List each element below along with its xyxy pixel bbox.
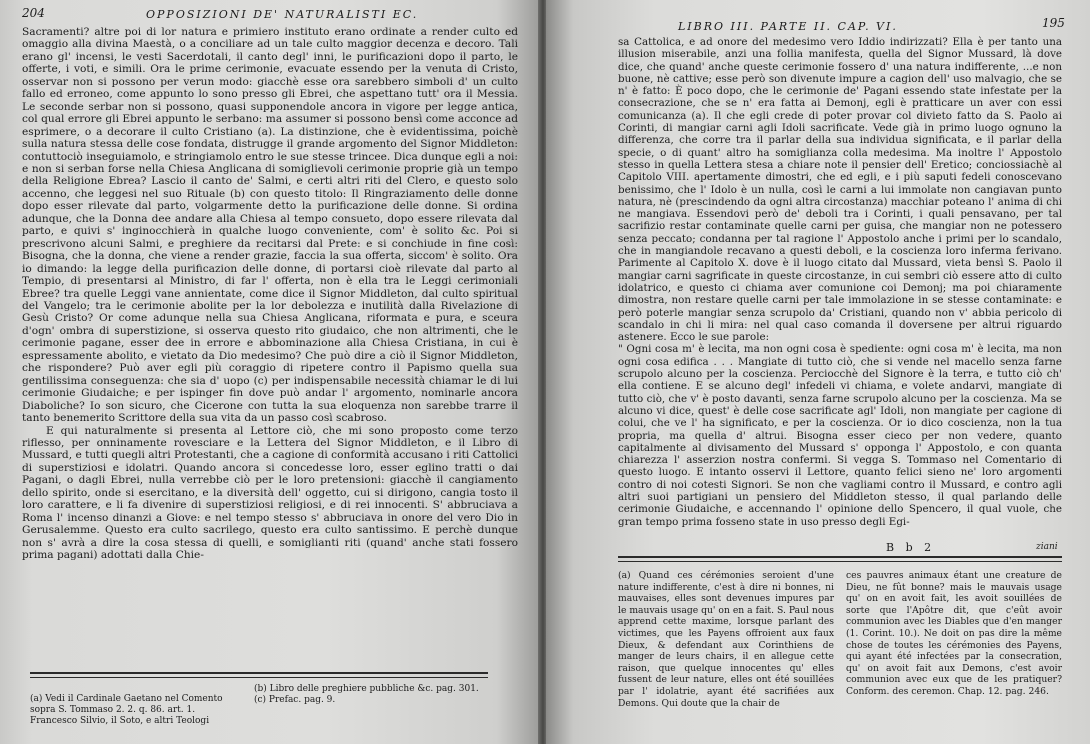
- left-body: [22, 26, 518, 561]
- right-footnote-rule: [618, 556, 1062, 558]
- left-footnotes-bc: [254, 684, 504, 706]
- left-paragraph-2: E qui naturalmente si presenta al Lettore ciò, che mi sono proposto come terzo riflesso, per onninamente rovesciare e la Lettera del Signor Middleton, e il Libro di Mussard, e tutti quegli altri Protestanti, che a cagione di conformità accusano i riti Cattolici di superstiziosi e idolatri. Quando ancora si concedesse loro, esser eglino tratti o dai Pagani, o dagli Ebrei, nulla verrebbe ciò per le loro pretensioni: giacchè il cangiamento dello spirito, onde si esercitano, e la diversità dell' oggetto, cui si dirigono, cangia tosto il loro carattere, e li fa divenire di superstiziosi religiosi, e di rei innocenti. S' abbruciava a Roma l' incenso dinanzi a Giove: e nel tempo stesso s' abbruciava in onore del vero Dio in Gerusalemme. Questo era culto sacrilego, questo era culto santissimo. E perchè dunque non s' avrà a dire la cosa stessa di quelli, e somiglianti riti (quand' anche stati fossero prima pagani) adottati dalla Chie-: [22, 424, 519, 562]
- left-footnote-rule: [30, 672, 488, 674]
- left-paragraph-1: Sacramenti? altre poi di lor natura e primiero instituto erano ordinate a render culto ed omaggio alla divina Maestà, o a conciliare ad un tale culto maggior decenza e decoro. Tali erano gl' incensi, le vesti Sacerdotali, il canto degl' inni, le purificazioni dopo il parto, le offerte, i voti, e simili. Ora le prime cerimonie, evacuate essendo per la venuta di Cristo, osservar non si possono per verun modo: giacchè esse ora sarebbero simboli d' un culto fallo ed erroneo, come appunto lo sono presso gli Ebrei, che aspettano tutt' ora il Messia. Le seconde serbar non si possono, quasi supponendole ancora in vigore per legge antica, col qual errore gli Ebrei appunto le serbano: ma assumer si possono bensì come acconce ad esprimere, o a decorare il culto Cristiano (a). La distinzione, che è evidentissima, poichè sulla natura stessa delle cose fondata, distrugge il grande argomento del Signor Middleton: contuttociò inseguiamolo, e stringiamolo entro le sue stesse trincee. Dica dunque egli a noi: e non si serban forse nella Chiesa Anglicana di somiglievoli cerimonie proprie già un tempo della Religione Ebrea? Lascio il canto de' Salmi, e certi altri riti del Clero, e questo solo accenno, che leggesi nel suo Rituale (b) con questo titolo: Il Ringraziamento delle donne dopo esser rilevate dal parto, volgarmente detto la purificazione delle donne. Si ordina adunque, che la Donna dee andare alla Chiesa al tempo consueto, dopo essere rilevata dal parto, e quivi s' inginocchierà in qualche luogo conveniente, com' è solito &c. Poi si prescrivono alcuni Salmi, e preghiere da recitarsi dal Prete: e si conchiude in fine così: Bisogna, che la donna, che viene a render grazie, faccia la sua offerta, siccom' è solito. Ora io dimando: la legge della purificazion delle donne, di portarsi cioè rilevate dal parto al Tempio, di presentarsi al Ministro, di far l' offerta, non è ella tra le Leggi cerimoniali Ebree? tra quelle Leggi vane annientate, come dice il Signor Middleton, dal culto spiritual del Vangelo; tra le cerimonie abolite per la lor debolezza e inutilità dalla Rivelazione di Gesù Cristo? Or come adunque nella sua Chiesa Anglicana, riformata e pura, e sceura d'ogn' ombra di superstizione, si osserva questo rito giudaico, che non altrimenti, che le cerimonie pagane, esser dee in errore e abbominazione alla Chiesa Cristiana, in cui è espressamente abolito, e vietato da Dio medesimo? Che può dire a ciò il Signor Middleton, che rispondere? Può aver egli più coraggio di ripetere contro il Papismo quella sua gentilissima conseguenza: che sia d' uopo (c) per indispensabile necessità chiamar le di lui cerimonie Giudaiche; e per ispinger fin dove può andar l' argomento, nominarle ancora Diaboliche? Io son sicuro, che Cicerone con tutta la sua eloquenza non sarebbe trarre il tanto benemerito Scrittore della sua vita da un passo così scabroso.: [22, 26, 518, 425]
- footnote-a-text: (a) Vedi il Cardinale Gaetano nel Comento sopra S. Tommaso 2. 2. q. 86. art. 1. Francesco Silvio, il Soto, e altri Teologi: [30, 694, 223, 726]
- footnote-b-text: (b) Libro delle preghiere pubbliche &c. pag. 301.: [254, 684, 479, 694]
- left-footnote-a: [30, 694, 242, 727]
- right-paragraph-2: " Ogni cosa m' è lecita, ma non ogni cosa è spediente: ogni cosa m' è lecita, ma non ogni cosa edifica . . . Mangiate di tutto ciò, che si vende nel macello senza farne scrupolo alcuno per la coscienza. Perciocchè del Signore è la terra, e tutto ciò ch' ella contiene. E se alcuno degl' infedeli vi chiama, e volete andarvi, mangiate di tutto ciò, che v' è posto davanti, senza farne scrupolo alcuno per la coscienza. Ma se alcuno vi dice, quest' è delle cose sacrificate agl' Idoli, non mangiate per cagione di colui, che ve l' ha significato, e per la coscienza. Or io dico coscienza, non la tua propria, ma quella d' altrui. Bisogna esser cieco per non vedere, quanto capitalmente al divisamento del Mussard s' opponga l' Appostolo, e con quanta chiarezza l' asserzion nostra confermi. Si vegga S. Tommaso nel Comentario di questo luogo. E intanto osservi il Lettore, quanto felici sieno ne' loro argomenti contro di noi cotesti Signori. Se non che vagliami contro il Mussard, e contro agli altri suoi partigiani un pensiero del Middleton stesso, il qual parlando delle cerimonie Giudaiche, e accennando l' opinione dello Spencero, il qual vuole, che gran tempo prima fosseno state in uso presso degli Egi-: [618, 343, 1062, 528]
- right-body: [618, 36, 1062, 528]
- french-footnote-col-2: ces pauvres animaux étant une creature de Dieu, ne fût bonne? mais le mauvais usage qu' on en avoit fait, les avoit souillées de sorte que l'Apôtre dit, que c'eût avoir communion avec les Diables que d'en manger (1. Corint. 10.). Ne doit on pas dire la même chose de toutes les cérémonies des Payens, qui ayant été infectées par la consecration, qu' on avoit fait aux Demons, c'est avoir communion avec eux que de les pratiquer? Conform. des ceremon. Chap. 12. pag. 246.: [846, 570, 1062, 697]
- right-page: [546, 0, 1090, 744]
- signature-mark: B b 2: [886, 541, 936, 554]
- right-paragraph-1: sa Cattolica, e ad onore del medesimo vero Iddio indirizzati? Ella è per tanto una illusion miserabile, anzi una follia manifesta, quella del Signor Mussard, là dove dice, che quand' anche queste cerimonie fossero d' una natura indifferente, ...e non buone, nè cattive; esse però son divenute impure a cagion dell' uso malvagio, che se n' è fatto: È poco dopo, che le cerimonie de' Pagani essendo state infestate per la consecrazione, che se n' era fatta ai Demonj, egli è pratticare un aver con essi comunicanza (a). Il che egli crede di poter provar col divieto fatto da S. Paolo ai Corinti, di mangiar carni agli Idoli sacrificate. Vede già in primo luogo ognuno la differenza, che corre tra il parlar della sua individua significata, e il parlar della specie, o di quant' altro ha somiglianza colla medesima. Ma inoltre l' Appostolo stesso in quella Lettera stesa a chiare note il pensier dell' Eretico; conciossiachè al Capitolo VIII. apertamente dimostri, che ed egli, e i più saputi fedeli conoscevano benissimo, che l' Idolo è un nulla, così le carni a lui immolate non cangiavan punto natura, nè (prescindendo da ogni altra circostanza) macchiar poteano l' anima di chi ne mangiava. Essendovi però de' deboli tra i Corinti, i quali pensavano, per tal sacrifizio restar contaminate quelle carni per guisa, che mangiar non ne potessero senza peccato; condanna per tal ragione l' Appostolo anche i primi per lo scandalo, che in mangiandole recavano a questi deboli, e la coscienza loro inferma ferivano. Parimente al Capitolo X. dove è il luogo citato dal Mussard, vieta bensì S. Paolo il mangiar carni sagrificate in queste circostanze, in cui sembri ciò essere atto di culto idolatrico, e questo ci chiama aver comunione coi Demonj; ma poi chiaramente dimostra, non restare quelle carni per tale immolazione in se stesse contaminate: e però poterle mangiar senza scrupolo da' Cristiani, quando non v' abbia pericolo di scandalo in chi li mira: nel qual caso comanda il doversene per altrui riguardo astenere. Ecco le sue parole:: [618, 36, 1062, 344]
- right-footnote-rule-2: [618, 561, 1062, 562]
- french-footnote-col-1: (a) Quand ces cérémonies seroient d'une nature indifferente, c'est à dire ni bonnes, ni mauvaises, elles sont devenues impures par le mauvais usage qu' on en a fait. S. Paul nous apprend cette maxime, lorsque parlant des victimes, que les Payens offroient aux faux Dieux, & defendant aux Corinthiens de manger de leurs chairs, il en allegue cette raison, que quelque innocentes qu' elles fussent de leur nature, elles ont été souillées par l' idolatrie, ayant été sacrifiées aux Demons. Qui doute que la chair de: [618, 570, 834, 709]
- left-page: [0, 0, 540, 744]
- catchword: ziani: [1036, 542, 1058, 552]
- left-footnote-rule-2: [30, 677, 488, 678]
- left-page-number: 204: [22, 6, 45, 20]
- left-running-head: OPPOSIZIONI DE' NATURALISTI EC.: [146, 8, 419, 21]
- right-page-number: 195: [1042, 16, 1065, 30]
- right-running-head: LIBRO III. PARTE II. CAP. VI.: [678, 20, 898, 33]
- footnote-c-text: (c) Prefac. pag. 9.: [254, 695, 336, 705]
